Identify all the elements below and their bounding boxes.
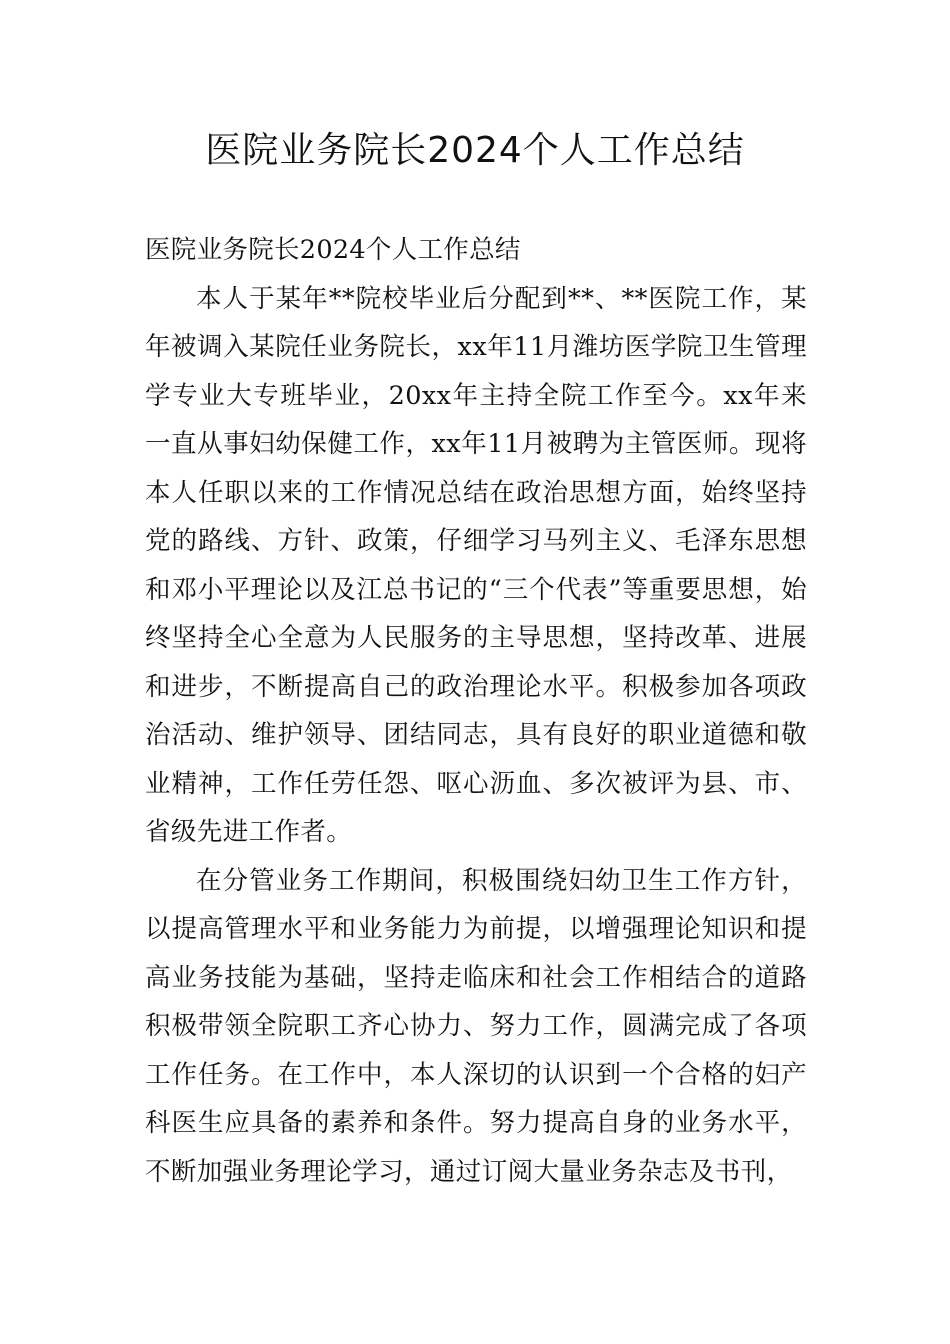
document-subtitle: 医院业务院长2024个人工作总结 — [145, 235, 521, 265]
document-body — [145, 226, 807, 1196]
document-title: 医院业务院长2024个人工作总结 — [205, 130, 745, 171]
paragraph-1: 本人于某年**院校毕业后分配到**、**医院工作，某年被调入某院任业务院长，xx年11月潍坊医学院卫生管理学专业大专班毕业，20xx年主持全院工作至今。xx年来一直从事妇幼保健工作，xx年11月被聘为主管医师。现将本人任职以来的工作情况总结在政治思想方面，始终坚持党的路线、方针、政策，仔细学习马列主义、毛泽东思想和邓小平理论以及江总书记的“三个代表”等重要思想，始终坚持全心全意为人民服务的主导思想，坚持改革、进展和进步，不断提高自己的政治理论水平。积极参加各项政治活动、维护领导、团结同志，具有良好的职业道德和敬业精神，工作任劳任怨、呕心沥血、多次被评为县、市、省级先进工作者。 — [145, 283, 807, 847]
paragraph-2: 在分管业务工作期间，积极围绕妇幼卫生工作方针，以提高管理水平和业务能力为前提，以增强理论知识和提高业务技能为基础，坚持走临床和社会工作相结合的道路积极带领全院职工齐心协力、努力工作，圆满完成了各项工作任务。在工作中，本人深切的认识到一个合格的妇产科医生应具备的素养和条件。努力提高自身的业务水平，不断加强业务理论学习，通过订阅大量业务杂志及书刊， — [145, 865, 807, 1187]
